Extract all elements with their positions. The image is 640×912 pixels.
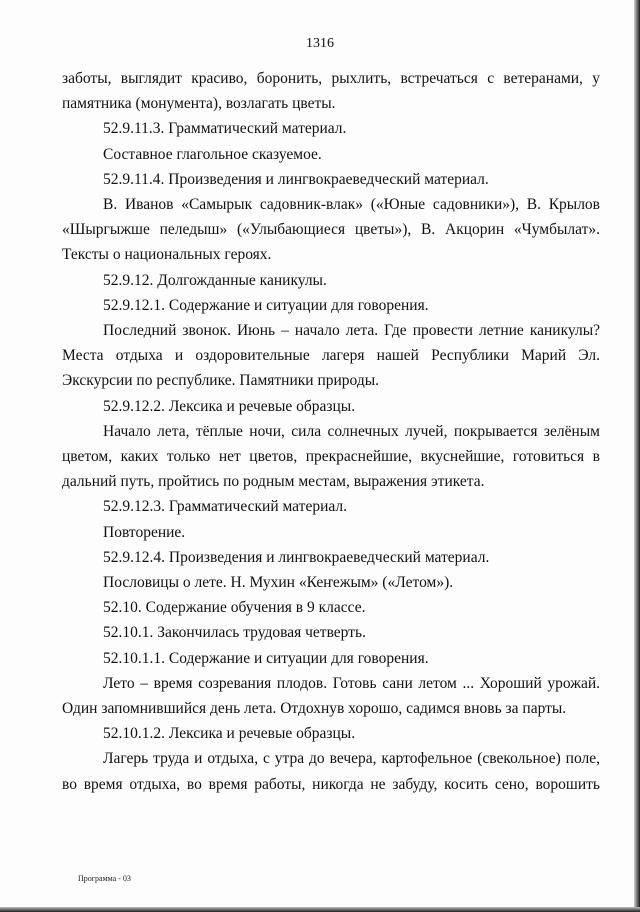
section-heading: 52.9.12.3. Грамматический материал. (103, 498, 347, 516)
section-heading: 52.10.1.1. Содержание и ситуации для говорения. (103, 649, 429, 667)
paragraph: Последний звонок. Июнь – начало лета. Где провести летние каникулы? Места отдыха и оздоровительные лагеря нашей Республики Марий Эл. Экскурсии по республике. Памятники природы. (62, 322, 600, 390)
paragraph: Лето – время созревания плодов. Готовь сани летом ... Хороший урожай. Один запомнившийся день лета. Отдохнув хорошо, садимся вновь за парты. (62, 674, 600, 718)
document-footer: Программа - 03 (78, 874, 131, 883)
section-heading: 52.9.12.4. Произведения и лингвокраеведческий материал. (103, 548, 490, 566)
section-heading: 52.9.12.2. Лексика и речевые образцы. (103, 397, 356, 415)
paragraph: В. Иванов «Самырык садовник-влак» («Юные садовники»), В. Крылов «Шыргыжше пеледыш» («Улыбающиеся цветы»), В. Акцорин «Чумбылат». Тексты о национальных героях. (62, 196, 600, 264)
paragraph: Пословицы о лете. Н. Мухин «Кеҥежым» («Летом»). (103, 574, 454, 592)
paragraph: Повторение. (103, 523, 186, 541)
section-heading: 52.9.11.4. Произведения и лингвокраеведческий материал. (103, 170, 489, 188)
paragraph: Лагерь труда и отдыха, с утра до вечера, картофельное (свекольное) поле, во время отдыха, во время работы, никогда не забуду, косить сено, ворошить (62, 750, 600, 793)
section-heading: 52.9.12. Долгожданные каникулы. (103, 271, 327, 289)
paragraph: Начало лета, тёплые ночи, сила солнечных лучей, покрывается зелёным цветом, каких только нет цветов, прекраснейшие, вкуснейшие, готовиться в дальний путь, пройтись по родным местам, выражения этикета. (62, 422, 600, 491)
paragraph: заботы, выглядит красиво, боронить, рыхлить, встречаться с ветеранами, у памятника (монумента), возлагать цветы. (62, 70, 600, 113)
paragraph: Составное глагольное сказуемое. (103, 145, 322, 163)
scan-edge-bottom (0, 907, 640, 912)
section-heading: 52.10. Содержание обучения в 9 классе. (103, 599, 366, 617)
scan-edge-right (634, 0, 640, 912)
section-heading: 52.9.11.3. Грамматический материал. (103, 120, 347, 138)
section-heading: 52.9.12.1. Содержание и ситуации для говорения. (103, 296, 429, 314)
document-body (62, 66, 600, 797)
section-heading: 52.10.1. Закончилась трудовая четверть. (103, 624, 366, 642)
section-heading: 52.10.1.2. Лексика и речевые образцы. (103, 725, 356, 743)
page-number: 1316 (306, 36, 334, 51)
